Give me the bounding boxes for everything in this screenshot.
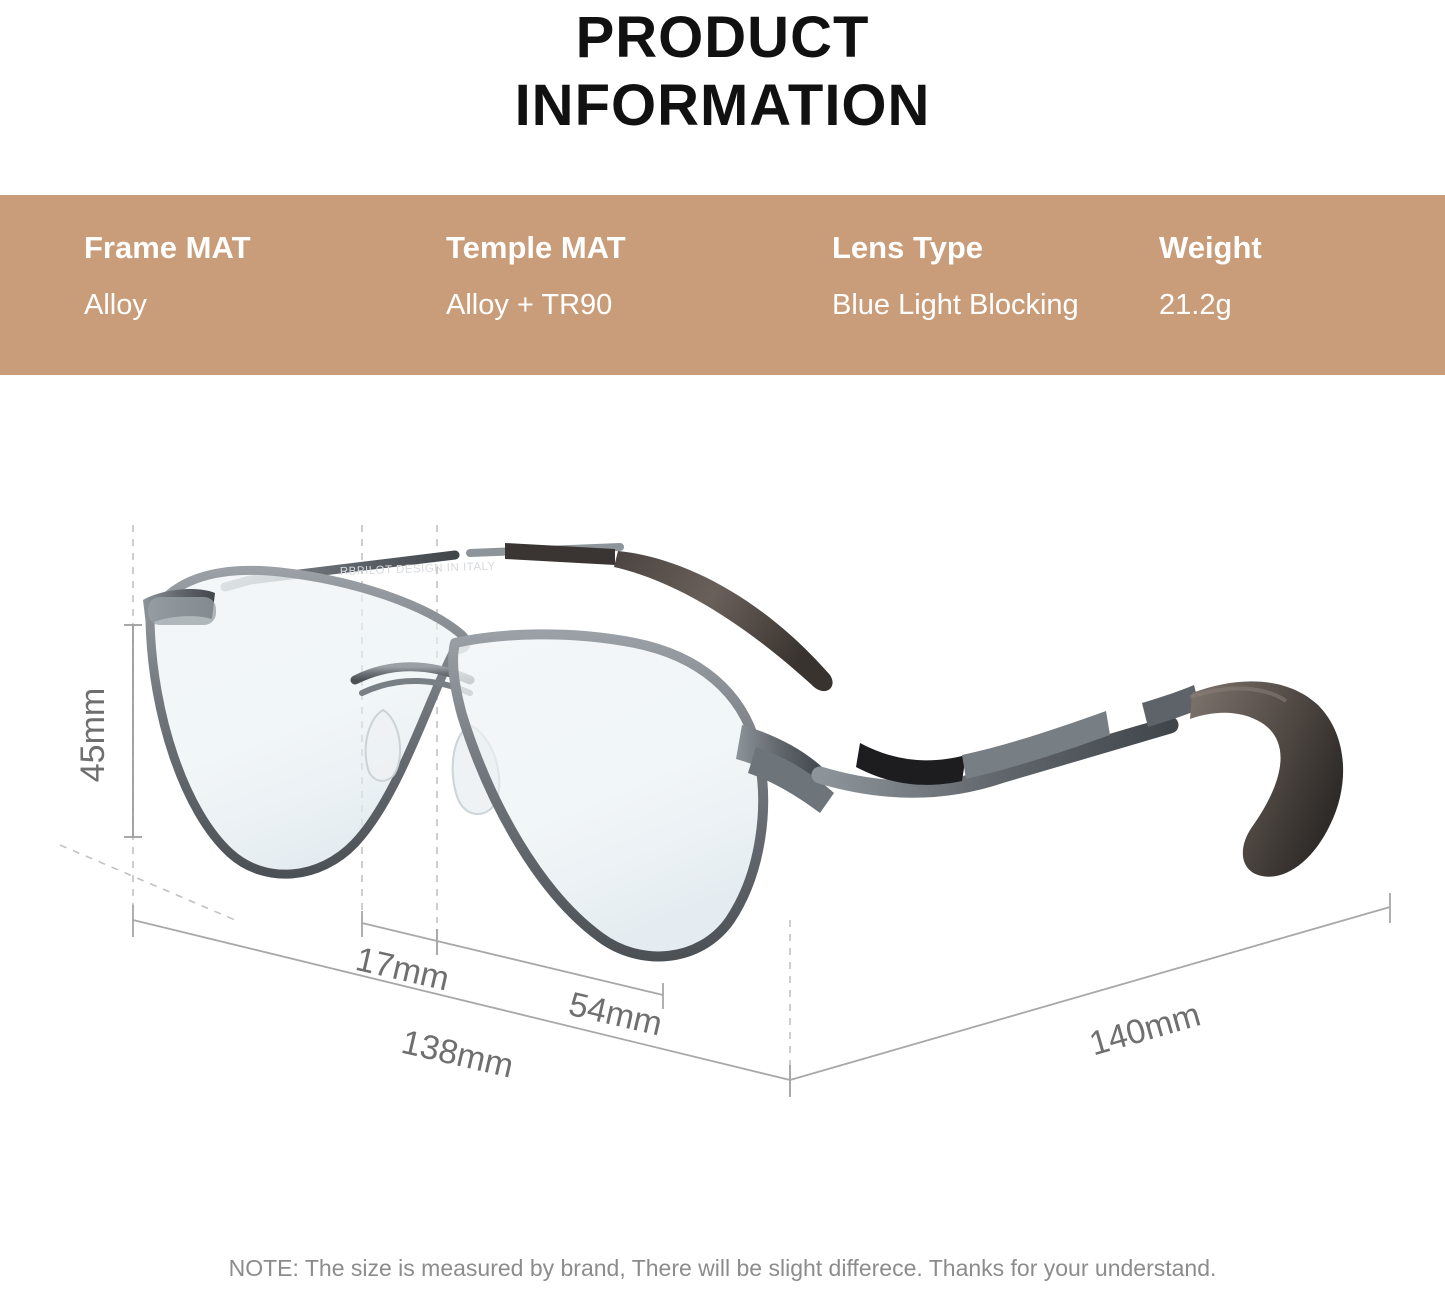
dimension-45mm (124, 625, 142, 837)
dimension-label-138mm: 138mm (397, 1023, 517, 1086)
spec-table (0, 195, 1445, 375)
product-diagram (0, 375, 1445, 1235)
spec-cell-lens-type (772, 195, 1117, 323)
eyeglasses-illustration (143, 543, 1343, 956)
spec-label-lens-type: Lens Type (832, 230, 984, 265)
page-title-line-1: PRODUCT (575, 5, 870, 70)
spec-label-temple-mat: Temple MAT (446, 230, 626, 265)
spec-value-lens-type: Blue Light Blocking (832, 289, 1079, 322)
temple-engraving: RBPILOT DESIGN IN ITALY (339, 560, 496, 578)
dimension-label-17mm: 17mm (352, 940, 453, 999)
spec-value-weight: 21.2g (1159, 289, 1232, 322)
footer-note: NOTE: The size is measured by brand, There will be slight differece. Thanks for your understand. (228, 1255, 1217, 1281)
dimension-label-54mm: 54mm (565, 985, 666, 1044)
spec-value-temple-mat: Alloy + TR90 (446, 289, 613, 322)
dimension-label-140mm: 140mm (1085, 995, 1205, 1064)
spec-cell-temple-mat (372, 195, 772, 323)
spec-label-weight: Weight (1159, 230, 1262, 265)
spec-value-frame-mat: Alloy (84, 289, 147, 322)
page-title (0, 0, 1445, 141)
dimension-label-45mm: 45mm (74, 687, 112, 783)
dimension-140mm (790, 893, 1390, 1097)
page-title-line-2: INFORMATION (514, 73, 931, 139)
spec-label-frame-mat: Frame MAT (84, 230, 251, 265)
spec-cell-frame-mat (0, 195, 372, 323)
spec-cell-weight (1117, 195, 1445, 323)
